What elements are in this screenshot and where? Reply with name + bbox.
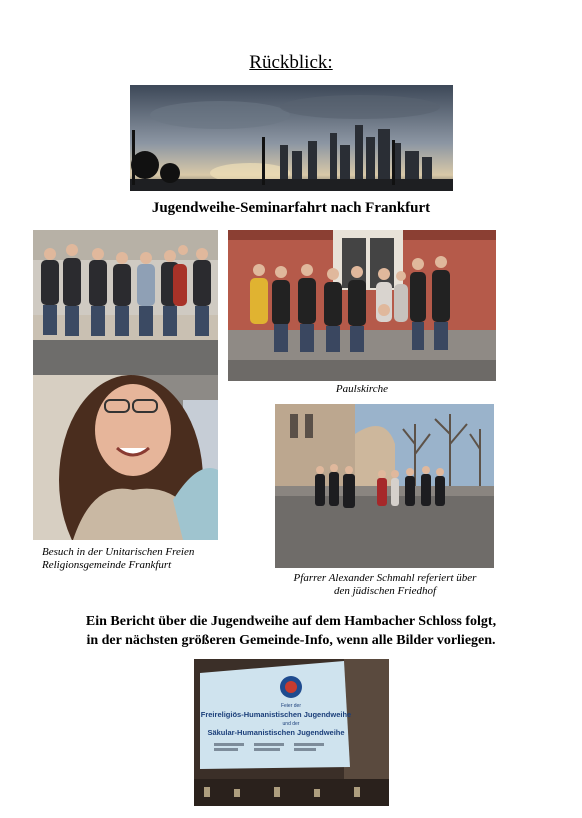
screen-text-line3: und der bbox=[282, 721, 300, 727]
paulskirche-caption: Paulskirche bbox=[335, 383, 389, 395]
cemetery-caption-line1: Pfarrer Alexander Schmahl referiert über bbox=[293, 572, 477, 584]
unitarian-caption-line1: Besuch in der Unitarischen Freien bbox=[42, 546, 195, 558]
announcement-line2: in der nächsten größeren Gemeinde-Info, wenn alle Bilder vorliegen. bbox=[86, 633, 496, 648]
unitarian-caption bbox=[42, 546, 242, 572]
announcement bbox=[0, 612, 582, 650]
jewish-cemetery-photo bbox=[275, 404, 494, 568]
unitarian-caption-line2: Religionsgemeinde Frankfurt bbox=[42, 559, 172, 571]
page-title: Rückblick: bbox=[249, 52, 333, 73]
frankfurt-skyline-photo bbox=[130, 85, 453, 191]
screen-text-line1: Feier der bbox=[280, 703, 302, 709]
cemetery-caption bbox=[260, 572, 510, 598]
screen-text-line4: Säkular-Humanistischen Jugendweihe bbox=[207, 728, 345, 737]
projection-screen-photo bbox=[194, 659, 389, 806]
group-indoor-photo bbox=[33, 230, 218, 340]
selfie-photo bbox=[33, 340, 218, 540]
screen-text-line2: Freireligiös-Humanistischen Jugendweihe bbox=[200, 710, 352, 719]
cemetery-caption-line2: den jüdischen Friedhof bbox=[333, 585, 437, 597]
announcement-line1: Ein Bericht über die Jugendweihe auf dem Hambacher Schloss folgt, bbox=[85, 614, 497, 629]
trip-subtitle: Jugendweihe-Seminarfahrt nach Frankfurt bbox=[151, 200, 431, 216]
paulskirche-photo bbox=[228, 230, 496, 381]
